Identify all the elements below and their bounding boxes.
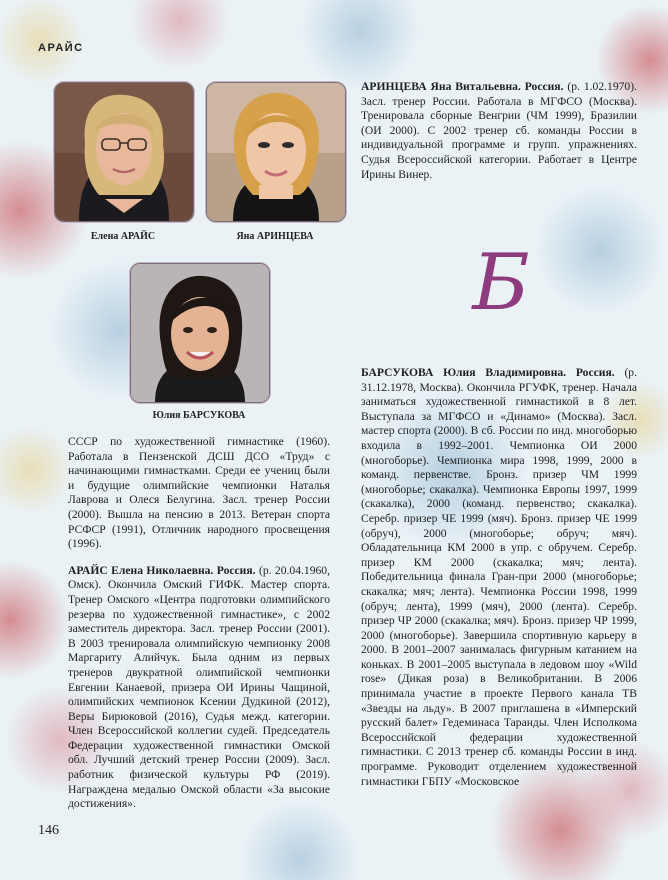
entry-arintseva-text: (р. 1.02.1970). Засл. тренер России. Работала в МГФСО (Москва). Тренировала сборные Венгрии (ЧМ 1999), Бразилии (ОИ 2000). С 2002 тренер сб. команды России в индивидуальной программе и групп. упражнениях. Судья Всероссийской категории. Работает в Центре Ирины Винер. [361, 80, 637, 181]
portrait-arintseva-icon [207, 83, 345, 221]
running-head: АРАЙС [38, 42, 84, 54]
caption-barsukova: Юлия БАРСУКОВА [152, 410, 246, 421]
entry-barsukova-text: (р. 31.12.1978, Москва). Окончила РГУФК, тренер. Начала заниматься художественной гимнастикой в 8 лет. Выступала за МГФСО и «Динамо» (Москва). Засл. мастер спорта (2000). В сб. России по инд. многоборью входила в 1992–2001. Чемпионка ОИ 2000 (многоборье). Чемпионка мира 1998, 1999, 2000 в команд. первенстве. Бронз. призер ЧМ 1999 (многоборье; скакалка). Чемпионка Европы 1997, 1999 (скакалка), 2000 (команд. первенство; скакалка). Серебр. призер ЧЕ 1999 (мяч). Бронз. призер ЧЕ 1999 (обруч), 2000 (многоборье; обруч; мяч). Обладательница КМ 2000 в упр. с обручем. Серебр. призер КМ 2000 (скакалка; мяч; лента). Победительница финала Гран-при 2000 (многоборье; скакалка; мяч; лента). Чемпионка России 1998, 1999 (обруч; лента), 1999 (мяч), 2000 (лента). Серебр. призер ЧР 2000 (скакалка; мяч). Бронз. призер ЧР 1999, 2000 (многоборье). Завершила спортивную карьеру в 2000. В 2001–2007 занималась фигурным катанием на коньках. В 2001–2005 выступала в ледовом шоу «Wild rose» (Дикая роза) в Великобритании. В 2006 принимала участие в проекте Первого канала ТВ «Звезды на льду». В 2007 приглашена в «Имперский русский балет» Гедеминаса Таранды. Член Исполкома Всероссийской федерации художественной гимнастики. С 2013 тренер сб. команды России в инд. программе. Руководит отделением художественной гимнастики ГБПУ «Московское [361, 366, 637, 788]
photo-arays [54, 82, 194, 222]
entry-arays-name: АРАЙС Елена Николаевна. Россия. [68, 563, 256, 577]
page-number: 146 [38, 823, 59, 838]
entry-arintseva [361, 80, 637, 182]
portrait-arays-icon [55, 83, 193, 221]
section-letter: Б [472, 238, 530, 328]
entry-arintseva-name: АРИНЦЕВА Яна Витальевна. Россия. [361, 80, 564, 93]
portrait-barsukova-icon [131, 264, 269, 402]
entry-barsukova [361, 366, 637, 789]
continuation-text: СССР по художественной гимнастике (1960). Работала в Пензенской ДСШ ДСО «Труд» с начинающими гимнастками. Среди ее учениц были и будущие олимпийские чемпионки Наталья Лаврова и Олеся Белугина. Засл. тренер России (2000). Вышла на пенсию в 2013. Ветеран спорта РСФСР (1991), Отличник народного просвещения (1996). [68, 435, 330, 551]
photo-arintseva [206, 82, 346, 222]
caption-arays: Елена АРАЙС [90, 231, 156, 242]
caption-arintseva: Яна АРИНЦЕВА [236, 231, 314, 242]
photo-barsukova [130, 263, 270, 403]
left-column [68, 435, 330, 812]
entry-arays-text: (р. 20.04.1960, Омск). Окончила Омский ГИФК. Мастер спорта. Тренер Омского «Центра подготовки олимпийского резерва по художественной гимнастике», с 2002 заместитель директора. Засл. тренер России (2001). В 2003 тренировала олимпийскую чемпионку 2008 Маргариту Алийчук. Была одним из первых тренеров двукратной олимпийской чемпионки Евгении Канаевой, призера ОИ Ирины Чащиной, олимпийских чемпионок Ксении Дудкиной (2012), Веры Бирюковой (2016), Судья межд. категории. Член Всероссийской коллегии судей. Председатель Федерации художественной гимнастики Омской обл. Лучший детский тренер России (2009). Засл. работник физической культуры РФ (2019). Награждена медалью Омской области «За высокие достижения». [68, 563, 330, 811]
entry-barsukova-name: БАРСУКОВА Юлия Владимировна. Россия. [361, 366, 615, 379]
